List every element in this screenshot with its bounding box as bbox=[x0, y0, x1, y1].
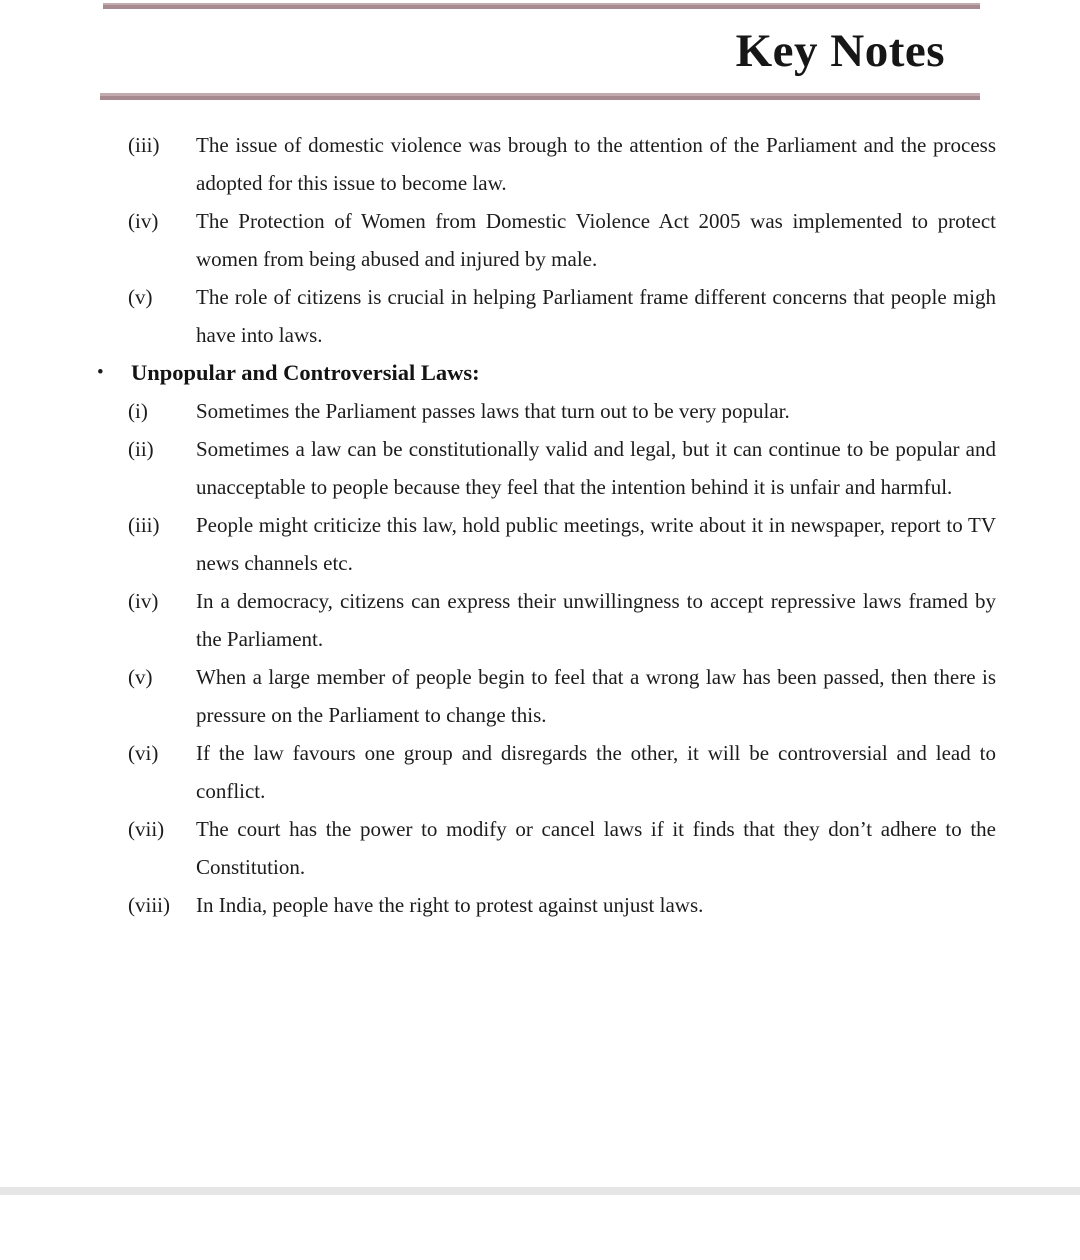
list-item bbox=[97, 506, 996, 582]
page-header bbox=[0, 19, 1080, 83]
list-marker: (v) bbox=[128, 665, 153, 689]
list-item bbox=[97, 658, 996, 734]
list-item bbox=[97, 582, 996, 658]
bottom-divider-bar bbox=[0, 1187, 1080, 1195]
top-divider-rule bbox=[103, 3, 980, 9]
list-item bbox=[97, 126, 996, 202]
list-item bbox=[97, 202, 996, 278]
list-text: If the law favours one group and disregards the other, it will be controversial and lead to conflict. bbox=[196, 741, 996, 803]
list-item bbox=[97, 810, 996, 886]
document-page bbox=[0, 3, 1080, 1260]
list-text: When a large member of people begin to feel that a wrong law has been passed, then there is pressure on the Parliament to change this. bbox=[196, 665, 996, 727]
list-text: In a democracy, citizens can express their unwillingness to accept repressive laws framed by the Parliament. bbox=[196, 589, 996, 651]
list-marker: (i) bbox=[128, 399, 148, 423]
list-item bbox=[97, 278, 996, 354]
section-heading: Unpopular and Controversial Laws: bbox=[131, 360, 480, 385]
list-marker: (ii) bbox=[128, 437, 154, 461]
header-double-rule bbox=[100, 93, 980, 100]
list-marker: (vi) bbox=[128, 741, 159, 765]
list-item bbox=[97, 734, 996, 810]
bullet-icon: • bbox=[97, 362, 104, 383]
notes-content bbox=[97, 126, 996, 924]
list-text: The court has the power to modify or cancel laws if it finds that they don’t adhere to the Constitution. bbox=[196, 817, 996, 879]
list-marker: (viii) bbox=[128, 893, 170, 917]
list-marker: (vii) bbox=[128, 817, 165, 841]
list-text: In India, people have the right to protest against unjust laws. bbox=[196, 893, 704, 917]
list-item bbox=[97, 392, 996, 430]
list-item bbox=[97, 886, 996, 924]
section-heading-row bbox=[97, 354, 996, 392]
page-title: Key Notes bbox=[735, 25, 945, 77]
list-text: Sometimes the Parliament passes laws that turn out to be very popular. bbox=[196, 399, 790, 423]
list-marker: (v) bbox=[128, 285, 153, 309]
list-marker: (iv) bbox=[128, 209, 159, 233]
list-text: The Protection of Women from Domestic Violence Act 2005 was implemented to protect women from being abused and injured by male. bbox=[196, 209, 996, 271]
list-item bbox=[97, 430, 996, 506]
list-text: Sometimes a law can be constitutionally valid and legal, but it can continue to be popular and unacceptable to people because they feel that the intention behind it is unfair and harmful. bbox=[196, 437, 996, 499]
list-marker: (iv) bbox=[128, 589, 159, 613]
list-text: The issue of domestic violence was brough to the attention of the Parliament and the process adopted for this issue to become law. bbox=[196, 133, 996, 195]
list-marker: (iii) bbox=[128, 513, 160, 537]
list-text: People might criticize this law, hold public meetings, write about it in newspaper, report to TV news channels etc. bbox=[196, 513, 996, 575]
list-marker: (iii) bbox=[128, 133, 160, 157]
list-text: The role of citizens is crucial in helping Parliament frame different concerns that people migh have into laws. bbox=[196, 285, 996, 347]
